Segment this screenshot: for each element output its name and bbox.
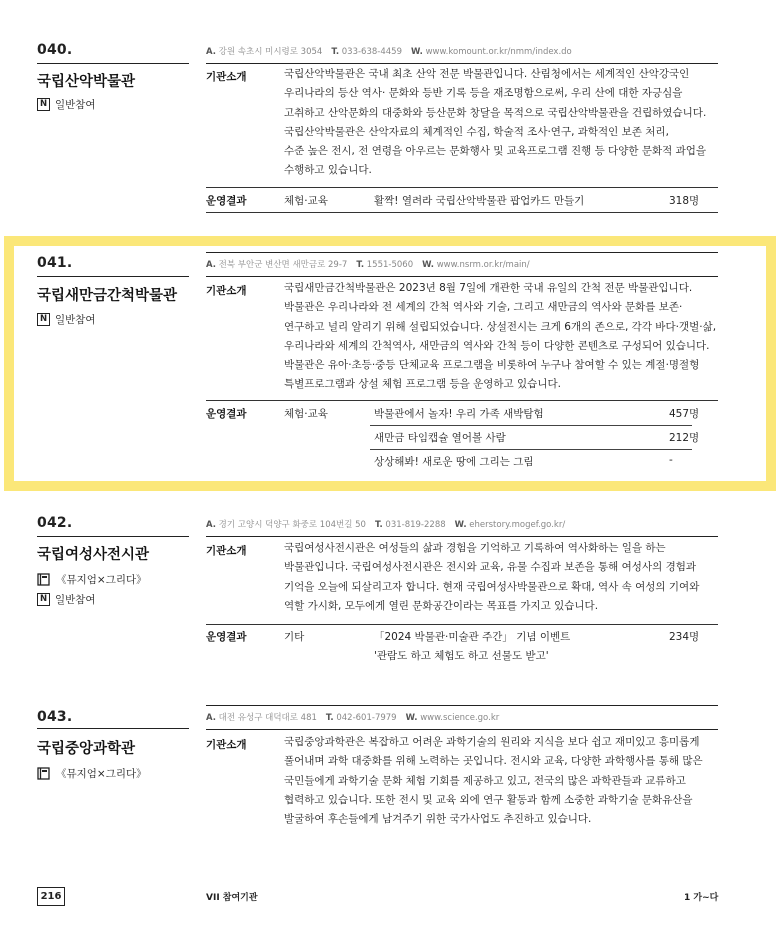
participation-tag: N 일반참여 bbox=[37, 592, 96, 607]
contact-line: A. 전북 부안군 변산면 새만금로 29-7 T. 1551-5060 W. www.nsrm.or.kr/main/ bbox=[206, 260, 530, 270]
divider bbox=[37, 536, 189, 537]
divider bbox=[206, 187, 718, 188]
section-title: VII 참여기관 bbox=[206, 893, 258, 903]
participation-tag: N 일반참여 bbox=[37, 312, 96, 327]
intro-label: 기관소개 bbox=[206, 739, 247, 751]
divider bbox=[206, 624, 718, 625]
intro-label: 기관소개 bbox=[206, 285, 247, 297]
intro-label: 기관소개 bbox=[206, 545, 247, 557]
entry-number: 043. bbox=[37, 709, 73, 725]
divider bbox=[37, 63, 189, 64]
address: 경기 고양시 덕양구 화중로 104번길 50 bbox=[218, 520, 366, 530]
address: 강원 속초시 미시령로 3054 bbox=[218, 47, 323, 57]
n-icon: N bbox=[37, 98, 50, 111]
intro-text: 국립산악박물관은 국내 최초 산악 전문 박물관입니다. 산림청에서는 세계적인 산악강국인 우리나라의 등산 역사· 문화와 등반 기록 등을 재조명함으로써, 우리 산에 대한 자긍심을 고취하고 산악문화의 대중화와 등산문화 창달을 목적으로 국립산악박물관을 건립하였습니다. 국립산악박물관은 산악자료의 체계적인 수집, 학술적 조사·연구, 과학적인 보존 처리, 수준 높은 전시, 전 연령을 아우르는 문화행사 및 교육프로그램 진행 등 다양한 문화적 과업을 수행하고 있습니다. bbox=[284, 68, 707, 177]
result-row: 상상해봐! 새로운 땅에 그리는 그림 - bbox=[374, 454, 673, 468]
intro-text: 국립중앙과학관은 복잡하고 어려운 과학기술의 원리와 지식을 보다 쉽고 재미있고 흥미롭게 풀어내며 과학 대중화를 위해 노력하는 곳입니다. 전시와 교육, 다양한 과학행사를 통해 많은 국민들에게 과학기술 문화 체험 기회를 제공하고 있고, 전국의 많은 과학관들과 교류하고 협력하고 있습니다. 또한 전시 및 교육 외에 연구 활동과 함께 소중한 과학기술 문화유산을 발굴하여 후손들에게 남겨주기 위한 국가사업도 추진하고 있습니다. bbox=[284, 736, 703, 826]
address: 전북 부안군 변산면 새만금로 29-7 bbox=[218, 260, 348, 270]
address: 대전 유성구 대덕대로 481 bbox=[218, 713, 317, 723]
contact-line: A. 강원 속초시 미시령로 3054 T. 033-638-4459 W. www.komount.or.kr/nmm/index.do bbox=[206, 47, 572, 57]
contact-line: A. 대전 유성구 대덕대로 481 T. 042-601-7979 W. www.science.go.kr bbox=[206, 713, 500, 723]
telephone: 033-638-4459 bbox=[341, 47, 402, 57]
website-link[interactable]: www.nsrm.or.kr/main/ bbox=[436, 260, 530, 270]
website-link[interactable]: eherstory.mogef.go.kr/ bbox=[469, 520, 566, 530]
result-row: 활짝! 열려라 국립산악박물관 팝업카드 만들기 318명 bbox=[374, 195, 700, 207]
result-row: 「2024 박물관·미술관 주간」 기념 이벤트 234명 bbox=[374, 631, 700, 643]
result-category: 체험·교육 bbox=[284, 195, 328, 207]
participation-tag: N 일반참여 bbox=[37, 97, 96, 112]
divider bbox=[206, 729, 718, 730]
result-row: 박물관에서 놀자! 우리 가족 새박탐험 457명 bbox=[374, 408, 700, 420]
program-tag: 《뮤지엄×그리다》 bbox=[37, 572, 147, 587]
divider bbox=[37, 728, 189, 729]
result-label: 운영결과 bbox=[206, 631, 247, 643]
index-range: 1 가~다 bbox=[684, 893, 719, 903]
divider bbox=[206, 212, 718, 213]
book-icon bbox=[37, 767, 51, 780]
telephone: 031-819-2288 bbox=[385, 520, 446, 530]
divider bbox=[206, 63, 718, 64]
entry-number: 040. bbox=[37, 42, 73, 58]
divider bbox=[206, 536, 718, 537]
n-icon: N bbox=[37, 313, 50, 326]
contact-line: A. 경기 고양시 덕양구 화중로 104번길 50 T. 031-819-2288 W. eherstory.mogef.go.kr/ bbox=[206, 520, 566, 530]
highlight-box bbox=[4, 236, 776, 491]
page-number: 216 bbox=[37, 887, 65, 906]
result-row-continued: '관람도 하고 체험도 하고 선물도 받고' bbox=[374, 650, 549, 662]
institution-name: 국립새만금간척박물관 bbox=[37, 288, 178, 304]
institution-name: 국립중앙과학관 bbox=[37, 741, 136, 757]
divider bbox=[206, 705, 718, 706]
entry-number: 042. bbox=[37, 515, 73, 531]
book-icon bbox=[37, 573, 51, 586]
intro-text: 국립새만금간척박물관은 2023년 8월 7일에 개관한 국내 유일의 간척 전문 박물관입니다. 박물관은 우리나라와 전 세계의 간척 역사와 기술, 그리고 새만금의 역사와 문화를 보존· 연구하고 널리 알리기 위해 설립되었습니다. 상설전시는 크게 6개의 존으로, 각각 바다·갯벌·삶, 우리나라와 세계의 간척역사, 새만금의 역사와 간척 등이 다양한 콘텐츠로 구성되어 있습니다. 박물관은 유아·초등·중등 단체교육 프로그램을 비롯하여 누구나 참여할 수 있는 계절·명절형 특별프로그램과 상설 체험 프로그램 등을 운영하고 있습니다. bbox=[284, 282, 717, 391]
program-tag: 《뮤지엄×그리다》 bbox=[37, 766, 147, 781]
n-icon: N bbox=[37, 593, 50, 606]
institution-name: 국립여성사전시관 bbox=[37, 547, 150, 563]
intro-text: 국립여성사전시관은 여성들의 삶과 경험을 기억하고 기록하여 역사화하는 일을 하는 박물관입니다. 국립여성사전시관은 전시와 교육, 유물 수집과 보존을 통해 여성사의 경험과 기억을 오늘에 되살리고자 합니다. 현재 국립여성사박물관으로 확대, 역사 속 여성의 기여와 역할 가시화, 모두에게 열린 문화공간이라는 목표를 가지고 있습니다. bbox=[284, 542, 700, 612]
website-link[interactable]: www.komount.or.kr/nmm/index.do bbox=[425, 47, 572, 57]
website-link[interactable]: www.science.go.kr bbox=[420, 713, 500, 723]
result-label: 운영결과 bbox=[206, 195, 247, 207]
result-category: 기타 bbox=[284, 631, 305, 643]
entry-number: 041. bbox=[37, 255, 73, 271]
result-label: 운영결과 bbox=[206, 408, 247, 420]
result-category: 체험·교육 bbox=[284, 408, 328, 420]
intro-label: 기관소개 bbox=[206, 71, 247, 83]
result-row: 새만금 타임캡슐 열어볼 사람 212명 bbox=[374, 432, 700, 444]
telephone: 1551-5060 bbox=[366, 260, 414, 270]
telephone: 042-601-7979 bbox=[336, 713, 397, 723]
institution-name: 국립산악박물관 bbox=[37, 74, 136, 90]
